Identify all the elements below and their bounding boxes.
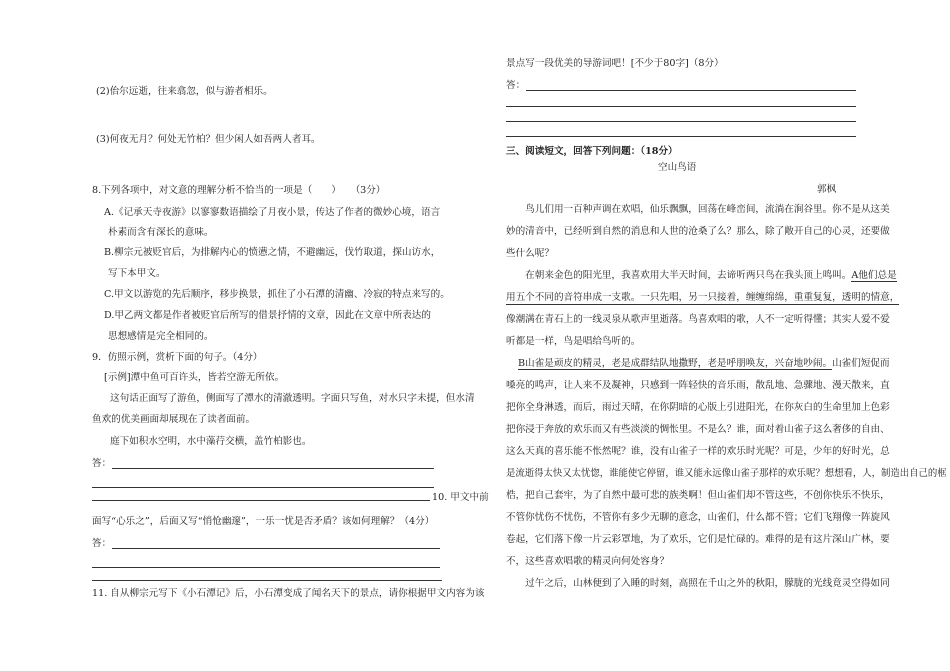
q10-answer-label: 答： — [92, 538, 112, 549]
q9-answer-label: 答： — [92, 458, 112, 469]
essay-line: 些什么呢？ — [506, 248, 554, 259]
section-3-heading: 三、阅读短文，回答下列问题：（18分） — [506, 146, 678, 157]
essay-line: 卷起，它们落下像一片云彩罩地，为了欢乐，它们是忙碌的。难得的是有这片深山广林，要 — [506, 534, 890, 545]
q8-option-d: D.甲乙两文都是作者被贬官后所写的借景抒情的文章，因此在文章中所表达的 — [104, 310, 431, 321]
q10-stem-start: 10. 甲文中前 — [432, 492, 489, 503]
q9-answer-line-2[interactable] — [92, 487, 434, 488]
q9-explanation-line2: 鱼欢的优美画面却展现在了读者面前。 — [92, 414, 256, 425]
essay-title: 空山鸟语 — [658, 162, 697, 173]
q7-item-2: (2)佁尔远逝，往来翕忽，似与游者相乐。 — [96, 86, 273, 97]
q8-option-b: B.柳宗元被贬官后，为排解内心的愤懑之情，不避幽远，伐竹取道，探山访水， — [104, 247, 441, 258]
essay-line: 不管你忧伤不忧伤，不管你有多少无聊的意念，山雀们，什么都不管；它们飞翔像一阵旋风 — [506, 512, 890, 523]
q8-option-a: A.《记承天寺夜游》以寥寥数语描绘了月夜小景，传达了作者的微妙心境，语言 — [104, 207, 441, 218]
essay-line: 这么天真的喜乐能不怅然呢？谁，没有山雀子一样的欢乐时光呢？可是，少年的好时光，总 — [506, 446, 890, 457]
q9-stem: 9．仿照示例，赏析下面的句子。（4分） — [92, 352, 263, 363]
q11-stem-cont: 景点写一段优美的导游词吧！[不少于80字]（8分） — [506, 58, 724, 69]
q8-option-c: C.甲文以游览的先后顺序，移步换景，抓住了小石潭的清幽、冷寂的特点来写的。 — [104, 289, 450, 300]
q9-example: [示例]潭中鱼可百许头，皆若空游无所依。 — [104, 372, 285, 383]
q7-item-3: (3)何夜无月？何处无竹柏？但少闲人如吾两人者耳。 — [96, 134, 321, 145]
q9-explanation-line1: 这句话正面写了游鱼，侧面写了潭水的清澈透明。字面只写鱼，对水只字未提，但水清 — [110, 393, 475, 404]
q8-stem: 8.下列各项中，对文意的理解分析不恰当的一项是（ ） （3分） — [92, 185, 386, 196]
q11-answer-line-2[interactable] — [506, 106, 856, 107]
q10-stem: 面写“心乐之”，后面又写“悄怆幽邃”，一乐一忧是否矛盾？该如何理解？（4分） — [92, 516, 435, 527]
q11-stem: 11. 自从柳宗元写下《小石潭记》后，小石潭变成了闻名天下的景点，请你根据甲文内容为该 — [92, 588, 485, 599]
q8-option-d-cont: 思想感情是完全相同的。 — [108, 331, 214, 342]
essay-line: 把你全身淋透，而后，雨过天晴，在你阴暗的心版上引进阳光，在你灰白的生命里加上色彩 — [506, 402, 890, 413]
q10-answer-line-3[interactable] — [92, 580, 442, 581]
essay-line: 在朝来金色的阳光里，我喜欢用大半天时间，去谛听两只鸟在我头顶上鸣叫。A他们总是 — [506, 270, 897, 281]
q11-answer-label: 答： — [506, 80, 526, 91]
q8-option-a-cont: 朴素而含有深长的意味。 — [108, 227, 214, 238]
q9-answer-line-1[interactable] — [112, 468, 434, 469]
essay-line: 过午之后，山林便到了入睡的时刻，高照在千山之外的秋阳，朦胧的光线竟灵空得如同 — [506, 578, 890, 589]
underlined-sentence-a: A他们总是 — [851, 270, 897, 281]
underlined-sentence-b: B山雀是顽皮的精灵，老是成群结队地撒野，老是呼朋唤友，兴奋地吵闹。 — [518, 358, 833, 369]
essay-line: 鸟儿们用一百种声调在欢唱，仙乐飘飘，回荡在峰峦间，流淌在涧谷里。你不是从这美 — [506, 204, 890, 215]
essay-line: B山雀是顽皮的精灵，老是成群结队地撒野，老是呼朋唤友，兴奋地吵闹。山雀们短促而 — [518, 358, 890, 369]
essay-line: 把你浸于奔放的欢乐而又有些淡淡的惆怅里。不是么？谁，面对着山雀子这么奢侈的自由、 — [506, 424, 890, 435]
essay-author: 郭枫 — [817, 184, 837, 195]
q11-answer-line-4[interactable] — [506, 136, 856, 137]
q9-sentence: 庭下如积水空明，水中藻荇交横，盖竹柏影也。 — [110, 436, 312, 447]
q11-answer-line-1[interactable] — [526, 90, 856, 91]
essay-line: 梏，把自己套牢，为了自然中最可悲的族类啊！但山雀们却不管这些，不创你快乐不快乐， — [506, 490, 890, 501]
essay-line: 不，这些喜欢唱歌的精灵向何处容身？ — [506, 556, 670, 567]
essay-line-underlined: 用五个不同的音符串成一支歌。一只先唱，另一只接着，缠缠绵绵，重重复复，透明的情意， — [506, 292, 900, 303]
q8-option-b-cont: 写下本甲文。 — [108, 268, 166, 279]
essay-line: 像潮满在青石上的一线灵泉从歌声里逝落。鸟喜欢唱的歌，人不一定听得懂；其实人爱不爱 — [506, 314, 890, 325]
essay-line: 嗓亮的鸣声，让人来不及凝神，只感到一阵轻快的音乐雨，散乱地、急骤地、漫天散来，直 — [506, 380, 890, 391]
q11-answer-line-3[interactable] — [506, 121, 856, 122]
essay-line: 妙的清音中，已经听到自然的消息和人世的沧桑了么？那么，除了敞开自己的心灵，还要做 — [506, 226, 890, 237]
q10-answer-line-1[interactable] — [112, 548, 440, 549]
q9-answer-line-3[interactable] — [92, 500, 430, 501]
q10-answer-line-2[interactable] — [92, 567, 440, 568]
essay-line: 是流逝得太快又太忧惚，谁能使它停留，谁又能永远像山雀子那样的欢乐呢？想想看，人，制造出自己的框 — [506, 468, 947, 479]
essay-line: 听都是一样，鸟是唱给鸟听的。 — [506, 336, 641, 347]
